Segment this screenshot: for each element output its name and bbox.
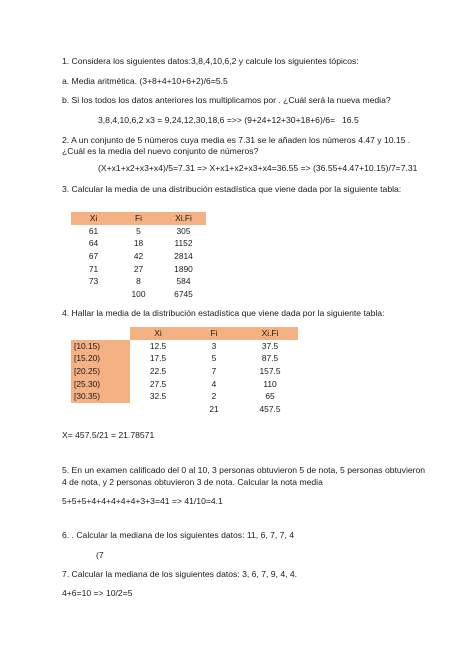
q1-b-result: 16.5 xyxy=(342,115,359,125)
q5-statement-line1: 5. En un examen calificado del 0 al 10, 3 personas obtuvieron 5 de nota, 5 personas obtuvieron xyxy=(62,465,426,475)
q4-interval: [25.30) xyxy=(71,377,130,390)
q1-answer-a: a. Media aritmética. (3+8+4+10+6+2)/6=5.5 xyxy=(62,76,228,86)
q4-table-header-row xyxy=(71,327,298,340)
q3-table xyxy=(71,212,206,300)
q4-cell xyxy=(71,403,130,416)
q2-statement-line1: 2. A un conjunto de 5 números cuya media es 7.31 se le añaden los números 4.47 y 10.15 . xyxy=(62,135,411,145)
q4-total-row xyxy=(71,403,298,416)
q3-cell: 18 xyxy=(133,238,144,249)
q4-cell: 27.5 xyxy=(149,378,167,389)
q4-interval: [20.25) xyxy=(71,365,130,378)
q1-statement: 1. Considera los siguientes datos:3,8,4,10,6,2 y calcule los siguientes tópicos: xyxy=(62,56,359,66)
q4-cell: 110 xyxy=(263,378,277,389)
q3-statement: 3. Calcular la media de una distribución estadística que viene dada por la siguiente tabla: xyxy=(62,184,402,194)
table-row xyxy=(71,237,206,250)
q6-answer: (7 xyxy=(96,550,104,560)
q4-header-xi: Xi xyxy=(130,327,186,340)
q3-cell: 73 xyxy=(88,276,99,287)
q3-cell: 305 xyxy=(176,225,191,236)
q4-cell xyxy=(130,403,186,416)
q4-cell: 21 xyxy=(209,403,219,414)
q3-cell: 61 xyxy=(88,225,99,236)
q3-cell: 5 xyxy=(136,225,141,236)
q4-cell: 457.5 xyxy=(259,403,281,414)
table-row xyxy=(71,262,206,275)
q3-cell: 42 xyxy=(133,251,144,262)
q4-statement: 4. Hallar la media de la distribución estadística que viene dada por la siguiente tabla: xyxy=(62,308,385,318)
q3-cell: 71 xyxy=(88,263,99,274)
q4-cell: 5 xyxy=(211,353,217,364)
q3-header-xifi: Xi.Fi xyxy=(161,212,206,225)
q4-interval: [30.35) xyxy=(71,390,130,403)
q3-cell xyxy=(71,288,116,301)
q4-cell: 87.5 xyxy=(261,353,279,364)
q4-result: X= 457.5/21 = 21.78571 xyxy=(62,430,155,440)
q4-header-xifi: Xi.Fi xyxy=(242,327,298,340)
table-row xyxy=(71,275,206,288)
table-row xyxy=(71,225,206,238)
q4-header-fi: Fi xyxy=(186,327,242,340)
q4-cell: 32.5 xyxy=(149,391,167,402)
table-row xyxy=(71,377,298,390)
q3-cell: 1152 xyxy=(174,238,193,249)
q3-cell: 8 xyxy=(136,276,141,287)
q5-statement-line2: 4 de nota, y 2 personas obtuvieron 3 de nota. Calcular la nota media xyxy=(62,477,323,487)
q1-question-b: b. Si los todos los datos anteriores los multiplicamos por . ¿Cuál será la nueva media? xyxy=(62,95,391,105)
q3-total-row xyxy=(71,288,206,301)
q1-b-calculation: 3,8,4,10,6,2 x3 = 9,24,12,30,18,6 =>> (9+24+12+30+18+6)/6= xyxy=(98,115,336,125)
q3-cell: 6745 xyxy=(174,288,193,299)
q4-interval: [15.20) xyxy=(71,352,130,365)
q4-table xyxy=(71,327,298,415)
q4-cell: 17.5 xyxy=(149,353,167,364)
q4-cell: 4 xyxy=(211,378,217,389)
table-row xyxy=(71,352,298,365)
q4-cell: 7 xyxy=(211,366,217,377)
q3-cell: 2814 xyxy=(174,251,193,262)
q3-table-header-row xyxy=(71,212,206,225)
q4-header-empty xyxy=(71,327,130,340)
table-row xyxy=(71,365,298,378)
q3-cell: 67 xyxy=(88,251,99,262)
q6-statement: 6. . Calcular la mediana de los siguientes datos: 11, 6, 7, 7, 4 xyxy=(62,530,295,540)
q4-cell: 12.5 xyxy=(149,340,167,351)
q4-cell: 2 xyxy=(211,391,217,402)
q4-cell: 3 xyxy=(211,340,217,351)
q4-cell: 37.5 xyxy=(261,340,279,351)
q7-statement: 7. Calcular la mediana de los siguientes datos: 3, 6, 7, 9, 4, 4. xyxy=(62,569,298,579)
table-row xyxy=(71,340,298,353)
q2-calculation: (X+x1+x2+x3+x4)/5=7.31 => X+x1+x2+x3+x4=36.55 => (36.55+4.47+10.15)/7=7.31 xyxy=(98,163,418,173)
q2-statement-line2: ¿Cuál es la media del nuevo conjunto de números? xyxy=(62,146,259,156)
q3-cell: 584 xyxy=(176,276,191,287)
table-row xyxy=(71,390,298,403)
q5-calculation: 5+5+5+4+4+4+4+4+3+3=41 => 41/10=4.1 xyxy=(62,496,223,506)
q4-cell: 22.5 xyxy=(149,366,167,377)
q3-header-xi: Xi xyxy=(71,212,116,225)
q3-cell: 100 xyxy=(131,288,146,299)
q4-cell: 65 xyxy=(265,391,275,402)
q3-cell: 1890 xyxy=(174,263,193,274)
table-row xyxy=(71,250,206,263)
q7-calculation: 4+6=10 => 10/2=5 xyxy=(62,588,133,598)
q3-cell: 27 xyxy=(133,263,144,274)
q4-interval: [10.15) xyxy=(71,340,130,353)
q3-cell: 64 xyxy=(88,238,99,249)
q4-cell: 157.5 xyxy=(259,366,281,377)
q3-header-fi: Fi xyxy=(116,212,161,225)
